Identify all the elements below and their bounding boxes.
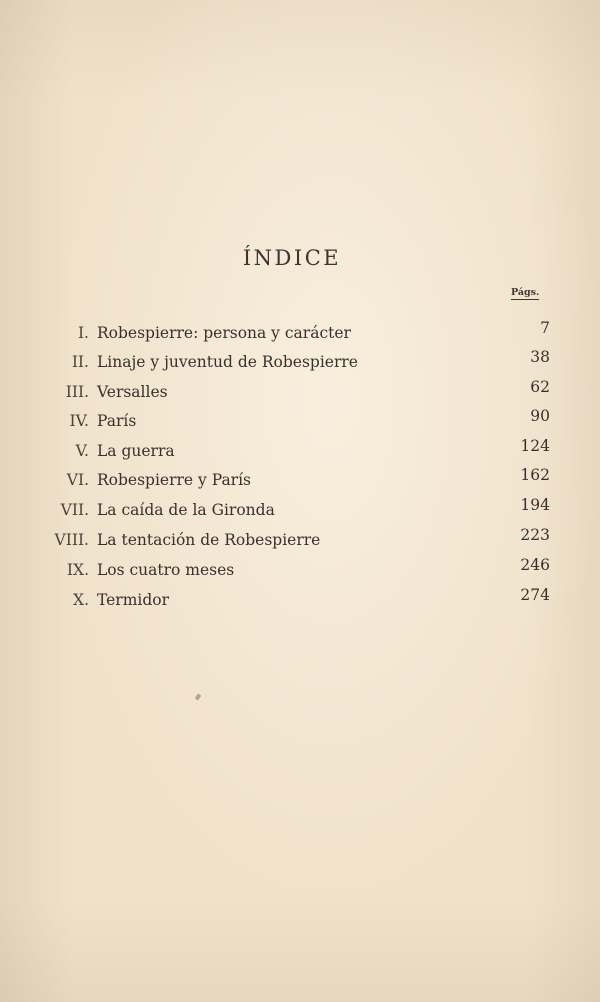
chapter-title: Los cuatro meses [97, 561, 235, 579]
chapter-page: 38 [530, 348, 550, 366]
toc-entry [0, 557, 600, 583]
chapter-page: 162 [520, 466, 550, 484]
chapter-title: Linaje y juventud de Robespierre [97, 353, 358, 371]
toc-entry [0, 379, 600, 405]
toc-entry [0, 497, 600, 523]
chapter-title: La guerra [97, 442, 175, 460]
chapter-numeral: III. [65, 383, 89, 401]
chapter-page: 90 [530, 407, 550, 425]
page-title: ÍNDICE [242, 246, 342, 270]
chapter-numeral: VI. [66, 471, 89, 489]
chapter-title: La caída de la Gironda [97, 501, 275, 519]
chapter-numeral: IX. [66, 561, 89, 579]
chapter-page: 194 [520, 496, 550, 514]
chapter-numeral: II. [71, 353, 89, 371]
chapter-page: 7 [540, 319, 550, 337]
chapter-numeral: I. [77, 324, 89, 342]
chapter-page: 223 [520, 526, 550, 544]
page-column-label: Págs. [511, 287, 540, 298]
paper-speck [195, 693, 202, 700]
chapter-numeral: IV. [69, 412, 89, 430]
chapter-page: 124 [520, 437, 550, 455]
chapter-title: Robespierre y París [97, 471, 252, 489]
toc-entry [0, 349, 600, 375]
chapter-title: Termidor [97, 591, 170, 609]
chapter-page: 246 [520, 556, 550, 574]
chapter-numeral: VIII. [54, 531, 89, 549]
toc-entry [0, 587, 600, 613]
chapter-page: 274 [520, 586, 550, 604]
toc-entry [0, 467, 600, 493]
chapter-page: 62 [530, 378, 550, 396]
chapter-title: Robespierre: persona y carácter [97, 324, 351, 342]
chapter-title: París [97, 412, 137, 430]
chapter-numeral: X. [73, 591, 89, 609]
chapter-title: La tentación de Robespierre [97, 531, 321, 549]
chapter-numeral: V. [75, 442, 89, 460]
chapter-numeral: VII. [60, 501, 89, 519]
toc-entry [0, 438, 600, 464]
toc-entry [0, 527, 600, 553]
toc-entry [0, 408, 600, 434]
chapter-title: Versalles [97, 383, 168, 401]
toc-entry [0, 320, 600, 346]
